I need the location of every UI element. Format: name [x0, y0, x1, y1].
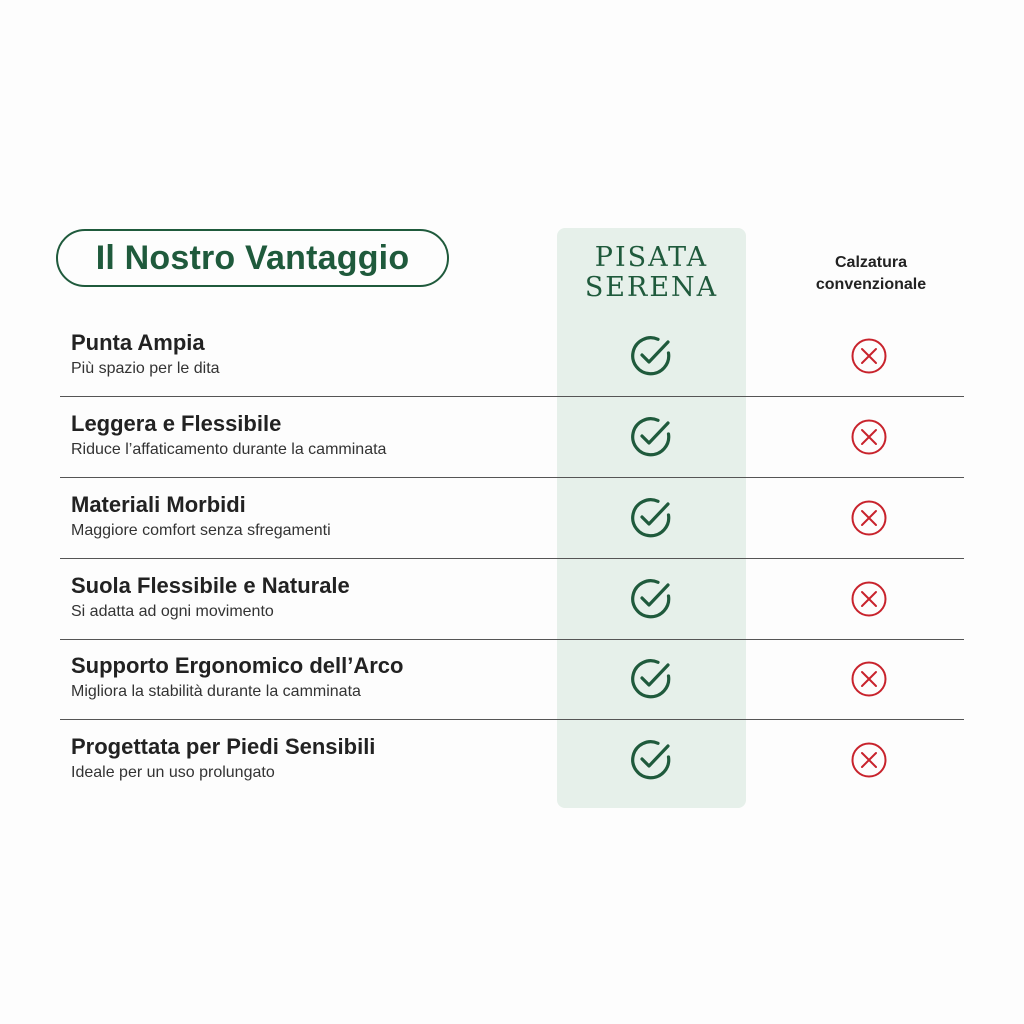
feature-description: Migliora la stabilità durante la camminata [71, 683, 361, 700]
brand-name-line-2: SERENA [584, 272, 719, 303]
feature-title: Suola Flessibile e Naturale [71, 573, 350, 598]
x-circle-icon [851, 500, 887, 536]
feature-description: Riduce l’affaticamento durante la camminata [71, 441, 387, 458]
check-circle-icon [630, 415, 672, 457]
brand-column-header [557, 243, 746, 303]
feature-title: Leggera e Flessibile [71, 411, 282, 436]
check-circle-icon [630, 738, 672, 780]
check-circle-icon [630, 577, 672, 619]
comparison-row [60, 559, 964, 640]
x-circle-icon [851, 581, 887, 617]
feature-title: Materiali Morbidi [71, 492, 246, 517]
comparison-row [60, 316, 964, 397]
conventional-header-line-1: Calzatura [834, 254, 908, 271]
feature-description: Si adatta ad ogni movimento [71, 603, 274, 620]
feature-description: Più spazio per le dita [71, 360, 220, 377]
x-circle-icon [851, 338, 887, 374]
comparison-row [60, 397, 964, 478]
check-circle-icon [630, 334, 672, 376]
feature-description: Ideale per un uso prolungato [71, 764, 275, 781]
check-circle-icon [630, 496, 672, 538]
brand-name-line-1: PISATA [594, 242, 709, 273]
feature-title: Supporto Ergonomico dell’Arco [71, 653, 404, 678]
feature-title: Progettata per Piedi Sensibili [71, 734, 376, 759]
page-title: Il Nostro Vantaggio [56, 229, 449, 287]
conventional-column-header [790, 252, 952, 296]
feature-title: Punta Ampia [71, 330, 205, 355]
comparison-row [60, 639, 964, 720]
conventional-header-line-2: convenzionale [815, 276, 927, 293]
feature-description: Maggiore comfort senza sfregamenti [71, 522, 331, 539]
check-circle-icon [630, 657, 672, 699]
comparison-row [60, 478, 964, 559]
x-circle-icon [851, 661, 887, 697]
x-circle-icon [851, 742, 887, 778]
x-circle-icon [851, 419, 887, 455]
comparison-row [60, 720, 964, 800]
